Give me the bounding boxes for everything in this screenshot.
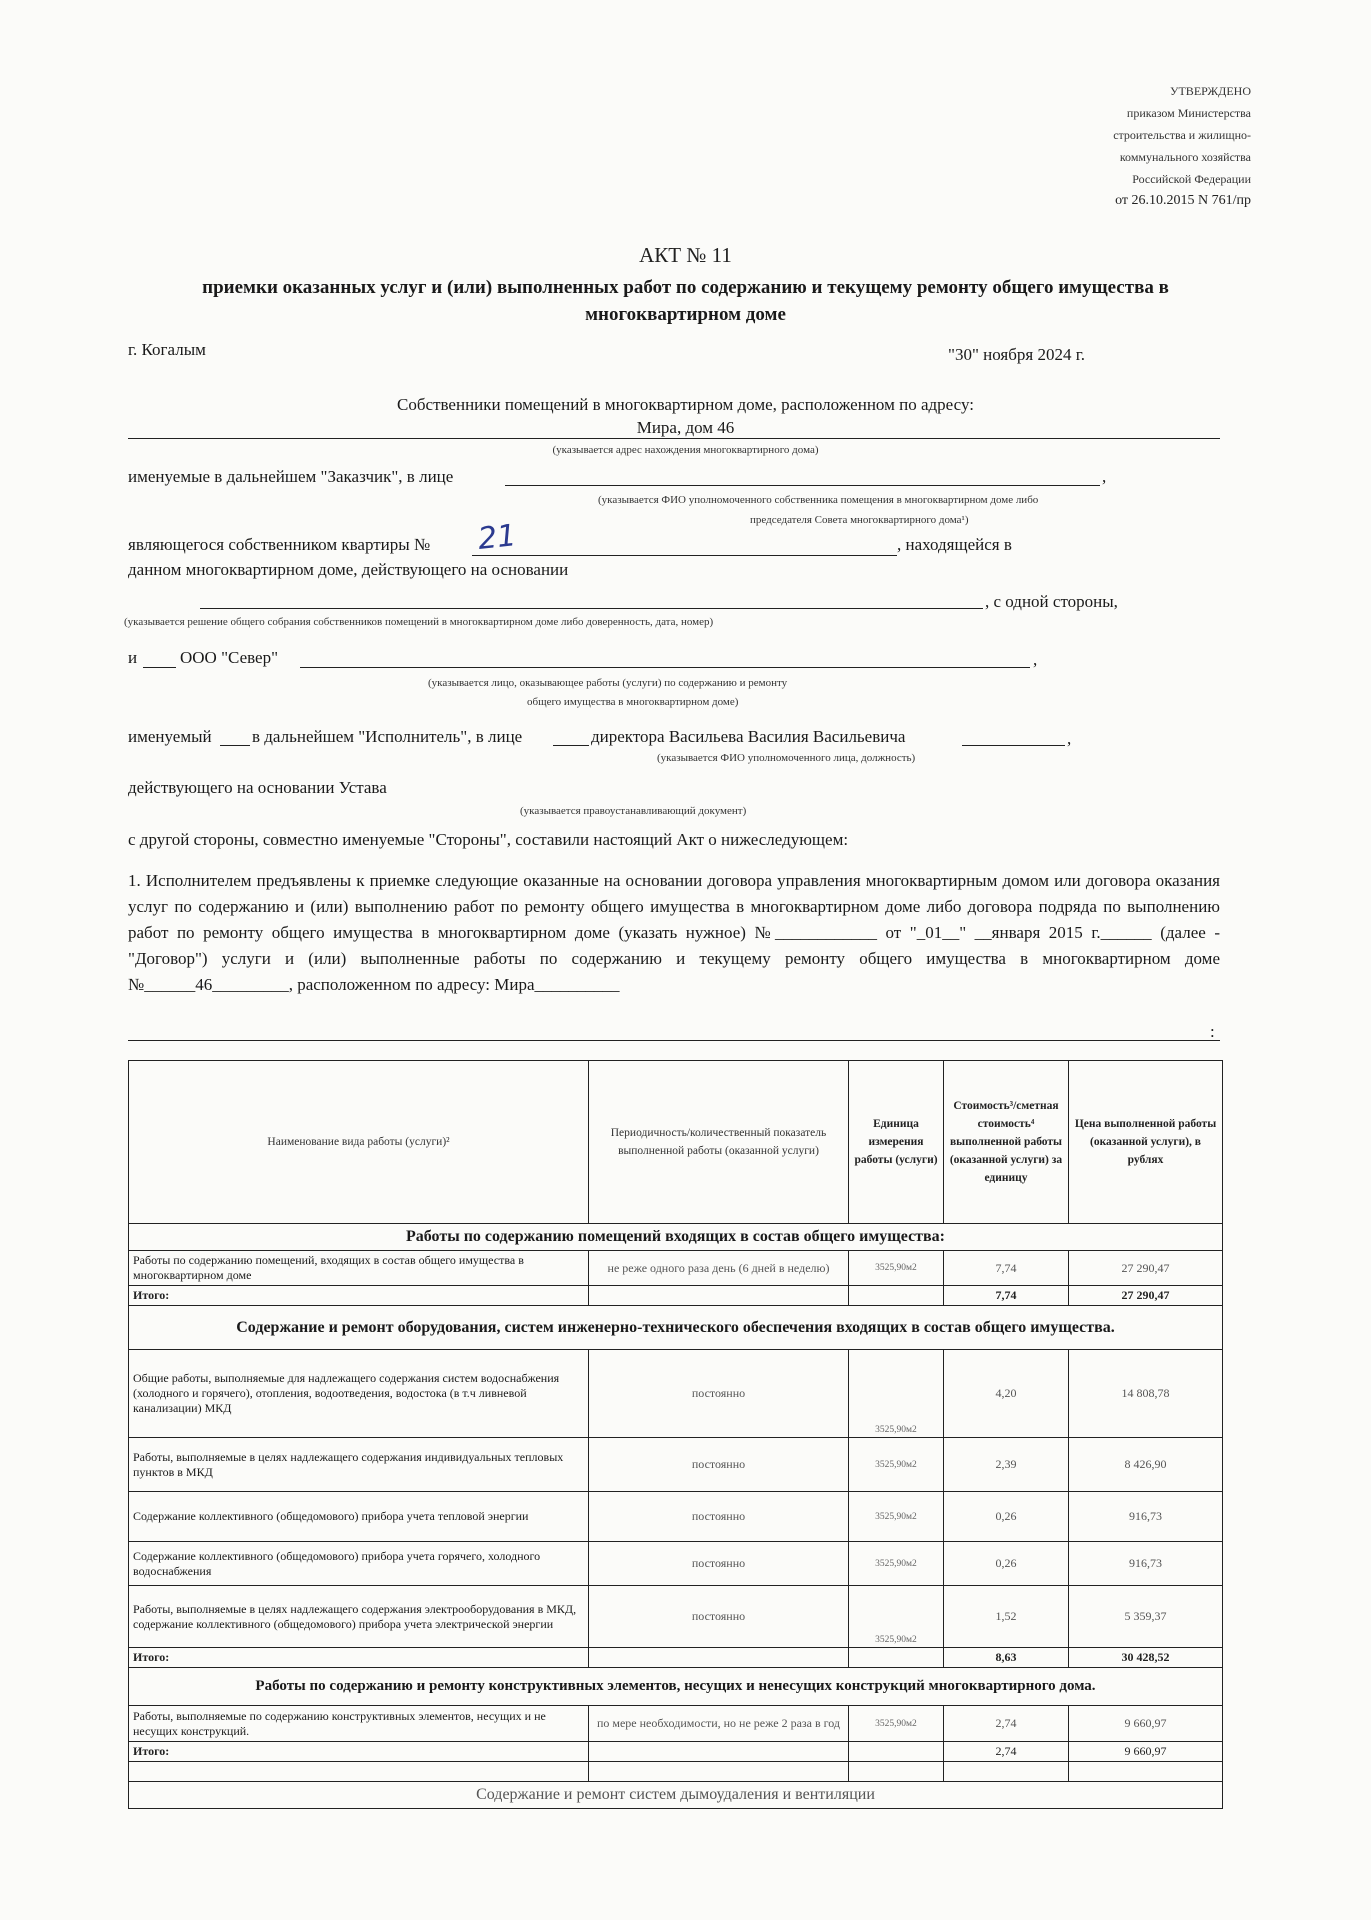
total-row: Итого: 8,63 30 428,52 [129,1648,1223,1668]
act-title: приемки оказанных услуг и (или) выполненных работ по содержанию и текущему ремонту общего имущества в многоквартирном доме [202,277,1169,325]
header-unit: Единица измерения работы (услуги) [849,1061,944,1224]
act-number: АКТ № 11 [639,243,732,267]
row-name: Работы, выполняемые в целях надлежащего содержания индивидуальных тепловых пунктов в МКД [129,1438,589,1492]
row-period: постоянно [589,1350,849,1438]
total-price: 27 290,47 [1069,1286,1223,1306]
header-cost: Стоимость³/сметная стоимость⁴ выполненной работы (оказанной услуги) за единицу [944,1061,1069,1224]
header-price: Цена выполненной работы (оказанной услуги), в рублях [1069,1061,1223,1224]
paragraph-underline [128,1040,1220,1041]
row-unit: 3525,90м2 [849,1542,944,1586]
section-title: Работы по содержанию и ремонту конструктивных элементов, несущих и ненесущих конструкций многоквартирного дома. [129,1668,1223,1706]
row-price: 8 426,90 [1069,1438,1223,1492]
header-period: Периодичность/количественный показатель выполненной работы (оказанной услуги) [589,1061,849,1224]
row-unit: 3525,90м2 [849,1438,944,1492]
row-price: 14 808,78 [1069,1350,1223,1438]
total-row: Итого: 7,74 27 290,47 [129,1286,1223,1306]
address-hint: (указывается адрес нахождения многоквартирного дома) [552,444,819,456]
paragraph-1: 1. Исполнителем предъявлены к приемке следующие оказанные на основании договора управления многоквартирным домом или договора оказания услуг по содержанию и (или) выполнению работ по ремонту общего имущества в многоквартирном доме либо договора подряда по выполнению работ по ремонту общего имущества в многоквартирном доме (указать нужное) №____________ от "_01__" __января 2015 г.______ (далее - "Договор") услуги и (или) выполненные работы по содержанию и текущему ремонту общего имущества в многоквартирном доме №______46_________, расположенном по адресу: Мира__________ [128,871,1220,994]
table-row [129,1706,1223,1742]
section-title: Работы по содержанию помещений входящих в состав общего имущества: [129,1224,1223,1251]
charter-hint: (указывается правоустанавливающий документ) [520,805,747,817]
customer-underline [505,485,1100,486]
contractor-hint: общего имущества в многоквартирном доме) [527,696,739,708]
located-in: , находящейся в [897,535,1012,554]
row-unit: 3525,90м2 [849,1251,944,1286]
row-cost: 0,26 [944,1542,1069,1586]
contractor-hint: (указывается лицо, оказывающее работы (услуги) по содержанию и ремонту [428,677,788,689]
total-price: 30 428,52 [1069,1648,1223,1668]
row-cost: 2,39 [944,1438,1069,1492]
row-cost: 0,26 [944,1492,1069,1542]
approval-line: коммунального хозяйства [1119,150,1251,164]
one-side: , с одной стороны, [985,592,1118,611]
city: г. Когалым [128,340,206,359]
row-cost: 7,74 [944,1251,1069,1286]
acting-basis: данном многоквартирном доме, действующего на основании [128,560,569,579]
table-row [129,1251,1223,1286]
address: Мира, дом 46 [636,418,735,437]
total-cost: 7,74 [944,1286,1069,1306]
row-unit: 3525,90м2 [849,1586,944,1648]
row-period: постоянно [589,1586,849,1648]
header-name: Наименование вида работы (услуги)² [129,1061,589,1224]
services-table [128,1060,1223,1809]
approval-line: приказом Министерства [1126,106,1251,120]
customer-hint: (указывается ФИО уполномоченного собственника помещения в многоквартирном доме либо [598,494,1039,506]
row-cost: 1,52 [944,1586,1069,1648]
row-name: Содержание коллективного (общедомового) прибора учета горячего, холодного водоснабжения [129,1542,589,1586]
and-prefix: и [128,648,138,667]
row-unit: 3525,90м2 [849,1350,944,1438]
basis-underline [200,608,983,609]
row-name: Содержание коллективного (общедомового) прибора учета тепловой энергии [129,1492,589,1542]
table-row [129,1350,1223,1438]
row-period: не реже одного раза день (6 дней в неделю) [589,1251,849,1286]
row-period: постоянно [589,1492,849,1542]
other-side: с другой стороны, совместно именуемые "Стороны", составили настоящий Акт о нижеследующем: [128,830,849,849]
row-unit: 3525,90м2 [849,1492,944,1542]
row-cost: 2,74 [944,1706,1069,1742]
table-row [129,1586,1223,1648]
row-price: 916,73 [1069,1542,1223,1586]
approval-line: строительства и жилищно- [1113,128,1251,142]
row-price: 9 660,97 [1069,1706,1223,1742]
row-price: 5 359,37 [1069,1586,1223,1648]
row-price: 27 290,47 [1069,1251,1223,1286]
row-unit: 3525,90м2 [849,1706,944,1742]
address-underline [128,438,1220,439]
executor-text: в дальнейшем "Исполнитель", в лице [252,727,523,746]
total-row: Итого: 2,74 9 660,97 [129,1742,1223,1762]
table-row [129,1542,1223,1586]
row-name: Работы, выполняемые в целях надлежащего содержания электрооборудования в МКД, содержание коллективного (общедомового) прибора учета электрической энергии [129,1586,589,1648]
table-row [129,1492,1223,1542]
owners-line: Собственники помещений в многоквартирном доме, расположенном по адресу: [397,395,974,414]
row-cost: 4,20 [944,1350,1069,1438]
approval-order: от 26.10.2015 N 761/пр [1115,193,1251,208]
row-period: по мере необходимости, но не реже 2 раза в год [589,1706,849,1742]
row-name: Работы, выполняемые по содержанию конструктивных элементов, несущих и не несущих конструкций. [129,1706,589,1742]
director-hint: (указывается ФИО уполномоченного лица, должность) [657,752,916,764]
charter-basis: действующего на основании Устава [128,778,387,797]
section-title: Содержание и ремонт систем дымоудаления и вентиляции [129,1782,1223,1809]
act-date: "30" ноября 2024 г. [948,345,1085,364]
total-cost: 8,63 [944,1648,1069,1668]
total-price: 9 660,97 [1069,1742,1223,1762]
flat-number-handwritten: 21 [476,518,518,557]
executor-label: именуемый [128,727,212,746]
row-name: Общие работы, выполняемые для надлежащего содержания систем водоснабжения (холодного и горячего), отопления, водоотведения, водостока (в т.ч ливневой канализации) МКД [129,1350,589,1438]
row-period: постоянно [589,1542,849,1586]
contractor-underline [300,667,1030,668]
total-cost: 2,74 [944,1742,1069,1762]
contractor-name: ООО "Север" [180,648,279,667]
approval-line: Российской Федерации [1132,172,1251,186]
approval-block [1113,80,1251,212]
owner-of-flat: являющегося собственником квартиры № [128,535,431,554]
director-name: директора Васильева Василия Васильевича [591,727,906,746]
table-row [129,1438,1223,1492]
flat-underline [472,555,897,556]
decision-hint: (указывается решение общего собрания собственников помещений в многоквартирном доме либо доверенность, дата, номер) [124,616,714,628]
section-title: Содержание и ремонт оборудования, систем инженерно-технического обеспечения входящих в состав общего имущества. [129,1306,1223,1350]
row-price: 916,73 [1069,1492,1223,1542]
customer-hint: председателя Совета многоквартирного дома¹) [750,514,969,526]
row-period: постоянно [589,1438,849,1492]
customer-line: именуемые в дальнейшем "Заказчик", в лице [128,467,454,486]
row-name: Работы по содержанию помещений, входящих в состав общего имущества в многоквартирном доме [129,1251,589,1286]
approval-line: УТВЕРЖДЕНО [1169,84,1251,98]
